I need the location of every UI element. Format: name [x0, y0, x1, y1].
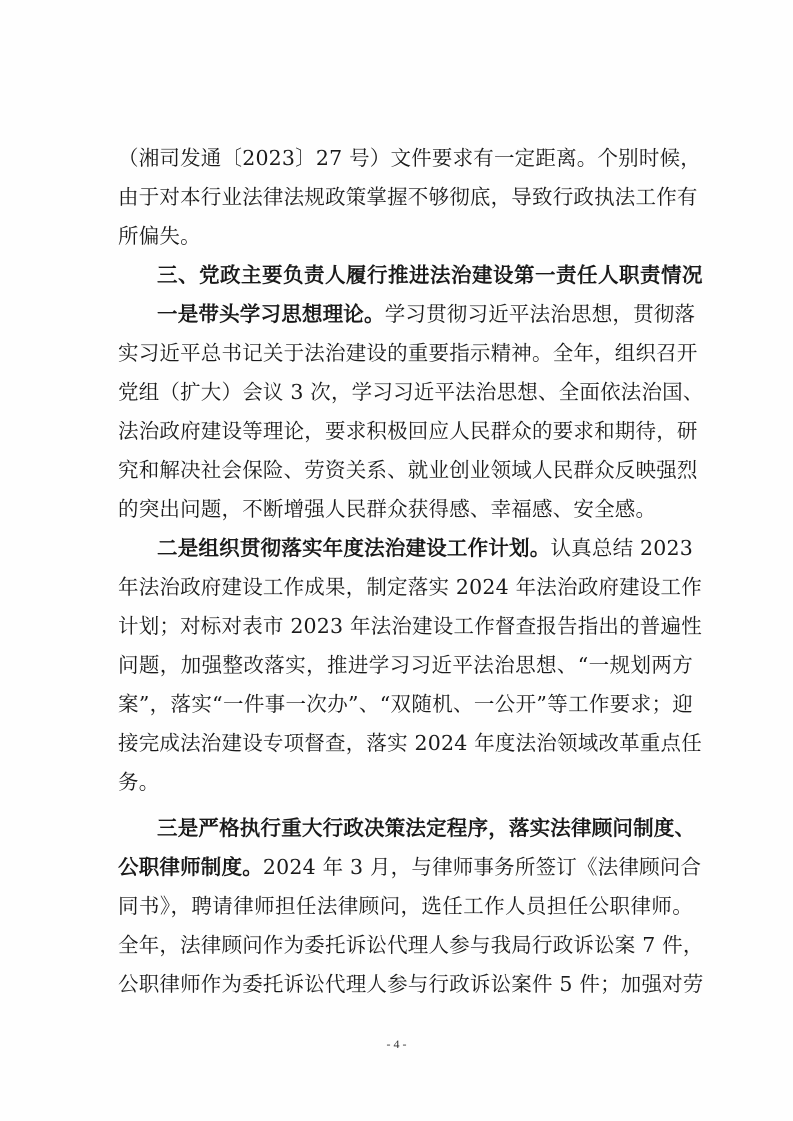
section-heading: 三、党政主要负责人履行推进法治建设第一责任人职责情况	[157, 263, 703, 287]
paragraph-line: 所偏失。	[118, 224, 201, 248]
paragraph-lead: 三是严格执行重大行政决策法定程序，落实法律顾问制度、	[157, 816, 696, 840]
paragraph-line: 接完成法治建设专项督查，落实 2024 年度法治领域改革重点任	[118, 731, 702, 755]
paragraph-line: 问题，加强整改落实，推进学习习近平法治思想、“一规划两方	[118, 653, 693, 677]
paragraph-line: 计划；对标对表市 2023 年法治建设工作督查报告指出的普遍性	[118, 614, 702, 638]
paragraph-lead: 一是带头学习思想理论。	[157, 302, 385, 326]
paragraph-line: 案”，落实“一件事一次办”、“双随机、一公开”等工作要求；迎	[118, 692, 693, 716]
paragraph-line	[157, 534, 693, 562]
page-number: - 4 -	[386, 1037, 407, 1051]
paragraph-line: 全年，法律顾问作为委托诉讼代理人参与我局行政诉讼案 7 件，	[118, 933, 704, 957]
paragraph-line: 的突出问题，不断增强人民群众获得感、幸福感、安全感。	[118, 497, 657, 521]
paragraph-line: 由于对本行业法律法规政策掌握不够彻底，导致行政执法工作有	[118, 185, 698, 209]
paragraph-line: 年法治政府建设工作成果，制定落实 2024 年法治政府建设工作	[118, 575, 702, 599]
paragraph-line: 法治政府建设等理论，要求积极回应人民群众的要求和期待，研	[118, 419, 698, 443]
paragraph-line: 务。	[118, 770, 160, 794]
paragraph-line: 实习近平总书记关于法治建设的重要指示精神。全年，组织召开	[118, 341, 698, 365]
paragraph-line: 公职律师作为委托诉讼代理人参与行政诉讼案件 5 件；加强对劳	[118, 972, 704, 996]
paragraph-text: 2024 年 3 月，与律师事务所签订《法律顾问合	[262, 855, 702, 879]
paragraph-line: （湘司发通〔2023〕27 号）文件要求有一定距离。个别时候，	[118, 146, 701, 170]
paragraph-lead: 二是组织贯彻落实年度法治建设工作计划。	[157, 536, 551, 560]
paragraph-line: 党组（扩大）会议 3 次，学习习近平法治思想、全面依法治国、	[118, 380, 704, 404]
paragraph-text: 学习贯彻习近平法治思想，贯彻落	[384, 302, 696, 326]
paragraph-line	[157, 300, 696, 328]
paragraph-line: 同书》，聘请律师担任法律顾问，选任工作人员担任公职律师。	[118, 894, 693, 918]
paragraph-line: 究和解决社会保险、劳资关系、就业创业领域人民群众反映强烈	[118, 458, 698, 482]
paragraph-line	[118, 853, 702, 881]
paragraph-lead-continuation: 公职律师制度。	[118, 855, 263, 879]
paragraph-text: 认真总结 2023	[550, 536, 693, 560]
